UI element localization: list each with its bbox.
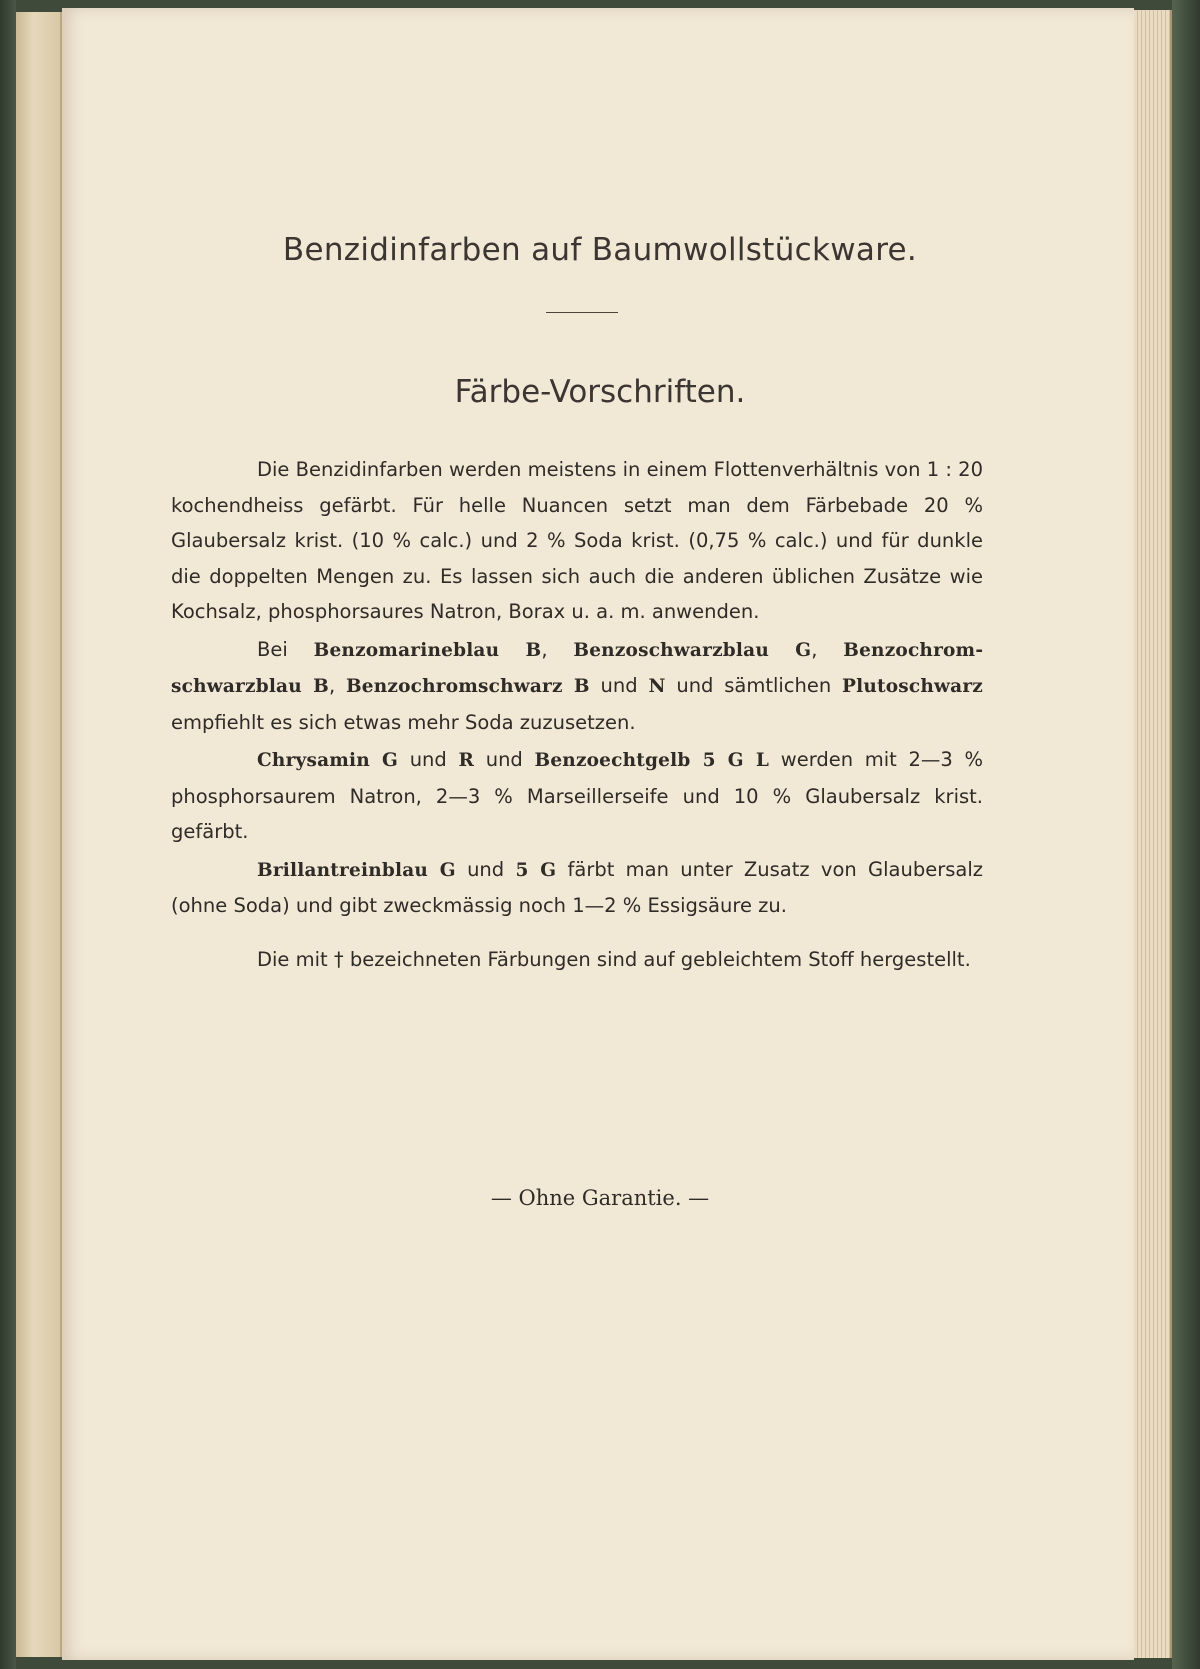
dye-name: Benzochromschwarz B (345, 676, 590, 697)
paragraph-chrysamin (171, 742, 983, 850)
text-segment: , (328, 674, 346, 697)
dye-name: Benzoechtgelb 5 G L (534, 750, 770, 771)
text-segment: färbt man unter Zusatz von Glaubersalz (ohne Soda) und gibt zweckmässig noch 1—2 % Essigsäure zu. (171, 857, 984, 917)
text-segment: , (541, 637, 574, 661)
dye-name: N (648, 676, 666, 697)
body-text (171, 452, 983, 977)
dye-name: Benzoschwarzblau G (573, 639, 812, 661)
text-segment: werden mit 2—3 % phosphorsaurem Natron, 2—3 % Marseillerseife und 10 % Glaubersalz krist. gefärbt. (171, 748, 984, 843)
text-segment: empfiehlt es sich etwas mehr Soda zuzusetzen. (171, 710, 636, 734)
paragraph-extra-soda (171, 632, 983, 741)
text-segment: und (589, 674, 649, 697)
paragraph-bleached-note: Die mit † bezeichneten Färbungen sind auf gebleichtem Stoff hergestellt. (257, 947, 971, 971)
dye-name: Brillantreinblau G (257, 859, 456, 881)
section-heading: Färbe-Vorschriften. (454, 374, 746, 410)
page-title: Benzidinfarben auf Baumwollstückware. (282, 232, 918, 268)
text-segment: und (474, 748, 535, 771)
text-segment: und (455, 857, 516, 881)
text-segment: , (811, 637, 844, 661)
paragraph-brillantreinblau (171, 852, 983, 924)
text-segment: Bei (257, 637, 314, 661)
title-divider (546, 312, 618, 313)
dye-name: R (458, 750, 475, 771)
dye-name: 5 G (515, 859, 557, 881)
text-segment: und sämtlichen (665, 674, 843, 697)
dye-name: Benzomarineblau B (313, 639, 542, 661)
dye-name: Chrysamin G (257, 750, 399, 771)
text-segment: und (398, 748, 459, 771)
footer-disclaimer: — Ohne Garantie. — (490, 1186, 710, 1210)
dye-name: Plutoschwarz (842, 676, 983, 697)
dye-name: Benzochromschwarzblau B (171, 639, 984, 697)
paragraph-dyeing-ratio: Die Benzidinfarben werden meistens in einem Flottenverhältnis von 1 : 20 kochendheiss gefärbt. Für helle Nuancen setzt man dem Färbebade 20 % Glaubersalz krist. (10 % calc.) und 2 % Soda krist. (0,75 % calc.) und für dunkle die doppelten Mengen zu. Es lassen sich auch die anderen üblichen Zusätze wie Kochsalz, phosphorsaures Natron, Borax u. a. m. anwenden. (171, 458, 983, 623)
